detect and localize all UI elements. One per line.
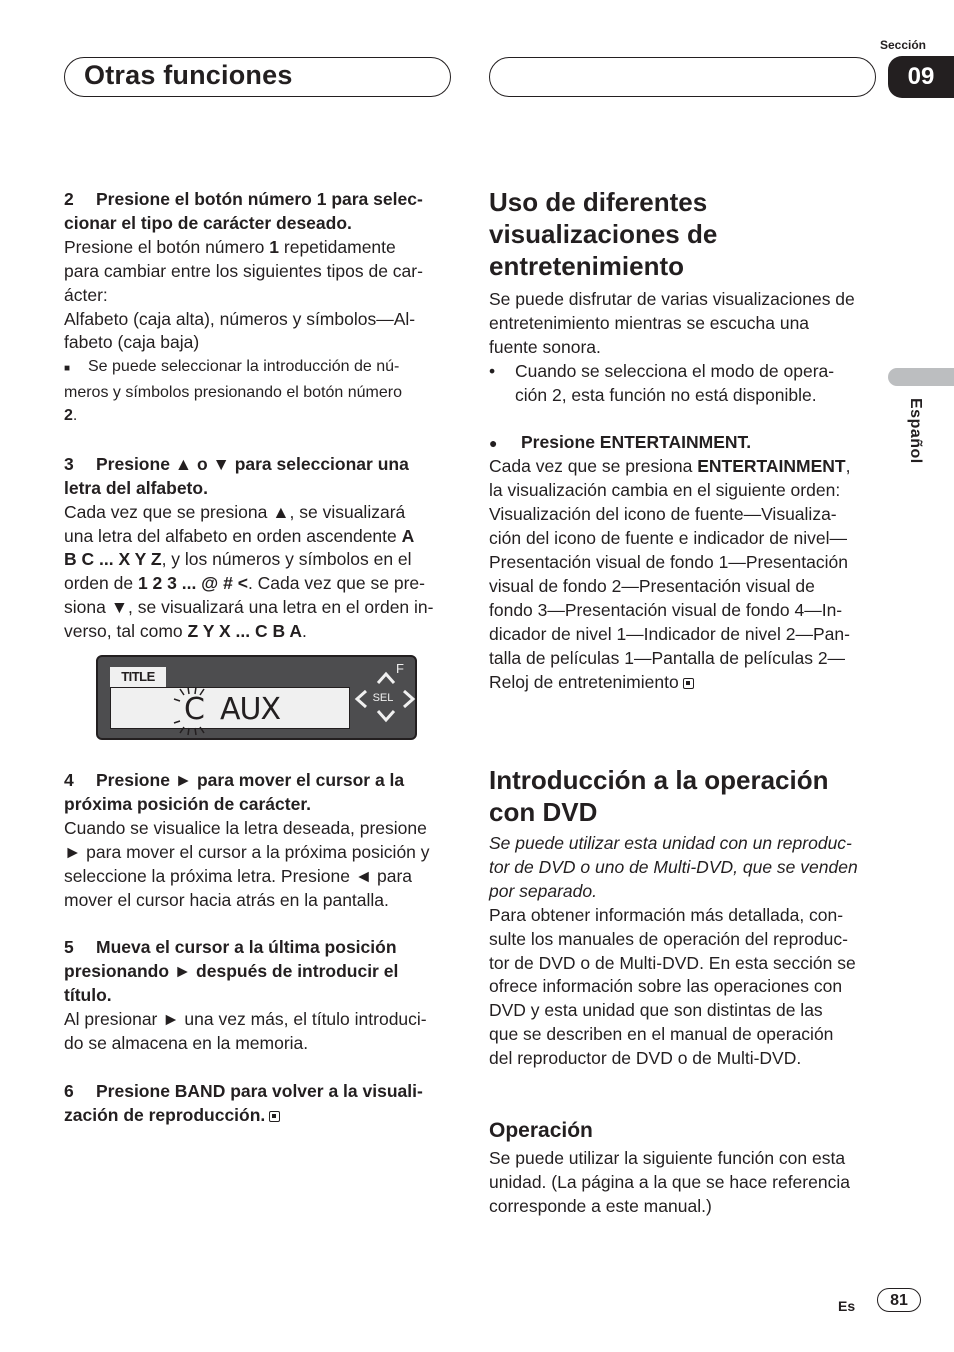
end-mark-icon bbox=[683, 678, 694, 689]
note-square-icon: ■ bbox=[64, 363, 71, 375]
entertainment-step-heading: ● Presione ENTERTAINMENT. bbox=[489, 431, 879, 456]
right-column bbox=[489, 186, 879, 695]
cursor-character: C bbox=[184, 692, 205, 727]
step-3-heading: 3 Presione ▲ o ▼ para seleccionar una letra del alfabeto. bbox=[64, 453, 409, 498]
end-mark-icon bbox=[269, 1111, 280, 1122]
heading-dvd: Introducción a la operación con DVD bbox=[489, 765, 829, 827]
step-6-heading: 6 Presione BAND para volver a la visuali- zación de reproducción. bbox=[64, 1080, 423, 1125]
entertainment-bullet: • Cuando se selecciona el modo de opera- ción 2, esta función no está disponible. bbox=[489, 360, 835, 405]
step-5-heading: 5 Mueva el cursor a la última posición presionando ► después de introducir el título. bbox=[64, 937, 399, 1006]
page-number: 81 bbox=[877, 1288, 921, 1312]
operacion-body: Se puede utilizar la siguiente función con esta unidad. (La página a la que se hace referencia corresponde a este manual.) bbox=[489, 1148, 850, 1216]
dot-bullet-icon: ● bbox=[489, 434, 498, 451]
f-indicator: F bbox=[396, 661, 404, 676]
heading-operacion: Operación bbox=[489, 1119, 593, 1143]
right-arrow-icon bbox=[402, 689, 416, 709]
dvd-body: Para obtener información más detallada, con- sulte los manuales de operación del reproduc- tor de DVD o de Multi-DVD. En esta sección se ofrece información sobre las operaciones con DVD y esta unidad que son distintas de las que se describen en el manual de operación del reproductor de DVD o de Multi-DVD. bbox=[489, 904, 856, 1069]
language-tab-label: Español bbox=[907, 398, 924, 464]
section-number-tab: 09 bbox=[888, 56, 954, 98]
section-title: Otras funciones bbox=[84, 60, 293, 90]
aux-display-text: AUX bbox=[220, 692, 281, 727]
entertainment-intro: Se puede disfrutar de varias visualizaciones de entretenimiento mientras se escucha una fuente sonora. bbox=[489, 289, 855, 357]
step-3-body: Cada vez que se presiona ▲, se visualizará una letra del alfabeto en orden ascendente A B C ... X Y Z, y los números y símbolos en el orden de 1 2 3 ... @ # <. Cada vez que se pre- siona ▼, se visualizará una letra en el orden in- verso, tal como Z Y X ... C B A. bbox=[64, 501, 434, 642]
right-column-lower bbox=[489, 764, 879, 1219]
step-4-body: Cuando se visualice la letra deseada, presione ► para mover el cursor a la próxima posición y seleccione la próxima letra. Presione ◄ para mover el cursor hacia atrás en la pantalla. bbox=[64, 817, 430, 910]
head-unit-display-illustration bbox=[96, 655, 417, 740]
entertainment-order-text: Cada vez que se presiona ENTERTAINMENT, la visualización cambia en el siguiente orden: Visualización del icono de fuente—Visualiza- ción del icono de fuente e indicador de nivel— Presentación visual de fondo 1—Presentación visual de fondo 2—Presentación visual de fondo 3—Presentación visual de fondo 4—In- dicador de nivel 1—Indicador de nivel 2—Pan- talla de películas 1—Pantalla de películas 2— Reloj de entretenimiento bbox=[489, 456, 851, 692]
step-2-note: ■ Se puede seleccionar la introducción de nú- meros y símbolos presionando el botón número 2. bbox=[64, 358, 402, 425]
step-4-heading: 4 Presione ► para mover el cursor a la próxima posición de carácter. bbox=[64, 770, 405, 814]
sel-button-label: SEL bbox=[372, 692, 394, 704]
down-arrow-icon bbox=[376, 709, 396, 723]
left-column-lower bbox=[64, 769, 454, 1128]
seccion-label: Sección bbox=[879, 38, 926, 52]
up-arrow-icon bbox=[376, 671, 396, 685]
language-tab-marker bbox=[888, 368, 954, 386]
title-indicator: TITLE bbox=[110, 667, 166, 687]
step-2-body: Presione el botón número 1 repetidamente para cambiar entre los siguientes tipos de car- ácter: Alfabeto (caja alta), números y símbolos—Al- fabeto (caja baja) bbox=[64, 236, 423, 353]
step-2-heading: 2 Presione el botón número 1 para selec- cionar el tipo de carácter deseado. bbox=[64, 189, 423, 233]
left-column bbox=[64, 188, 454, 644]
heading-entertainment: Uso de diferentes visualizaciones de entretenimiento bbox=[489, 187, 718, 281]
header-blank-frame bbox=[489, 57, 876, 97]
footer-language-code: Es bbox=[838, 1298, 856, 1314]
dvd-intro-italic: Se puede utilizar esta unidad con un reproduc- tor de DVD o uno de Multi-DVD, que se venden por separado. bbox=[489, 833, 858, 901]
step-5-body: Al presionar ► una vez más, el título introduci- do se almacena en la memoria. bbox=[64, 1009, 427, 1054]
